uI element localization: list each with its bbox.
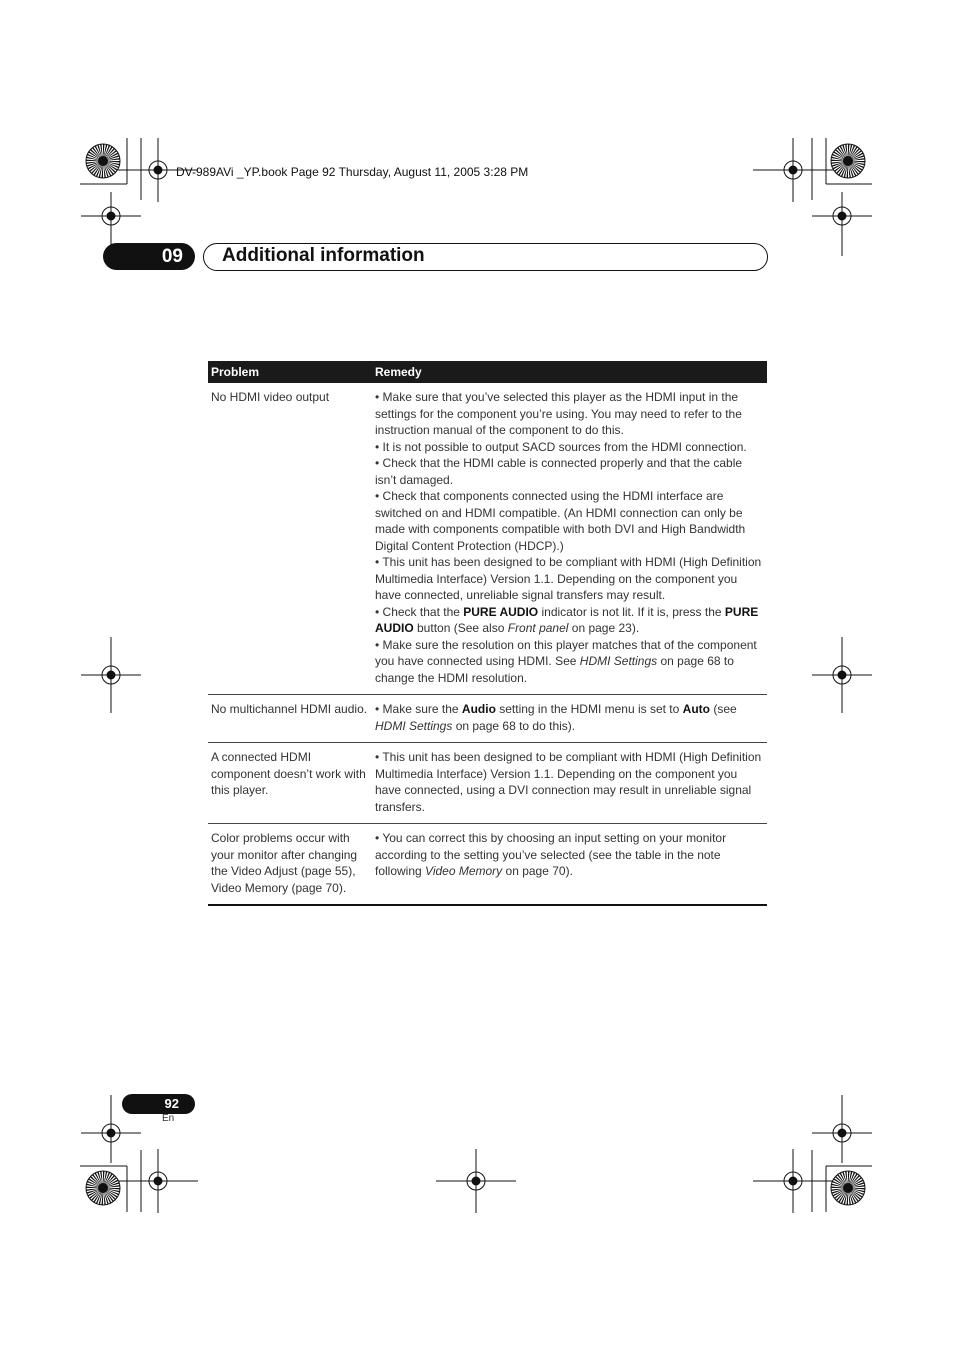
remedy-text: on page 68 to do this). [452, 718, 576, 733]
table-row [208, 743, 767, 824]
remedy-text: (see [709, 702, 737, 716]
chapter-number: 09 [103, 243, 195, 270]
remedy-text: setting in the HDMI menu is set to [495, 702, 683, 716]
remedy-text: • Make sure the [375, 702, 462, 716]
problem-cell: No multichannel HDMI audio. [208, 695, 372, 743]
page-language: En [162, 1113, 175, 1124]
bold-term: Auto [682, 702, 710, 716]
remedy-cell [372, 383, 767, 695]
remedy-text: • Make sure that you’ve selected this player as the HDMI input in the settings for the component you’re using. You may need to refer to the instruction manual of the component to do this. [375, 390, 742, 437]
remedy-text: • Check that the [375, 604, 464, 619]
remedy-text: • Check that components connected using the HDMI interface are switched on and HDMI compatible. (An HDMI connection can only be made with components compatible with both DVI and High Bandwidth Digital Content Protection (HDCP).) [375, 489, 746, 553]
remedy-cell [372, 743, 767, 824]
page-number: 92 [122, 1094, 195, 1114]
starburst-target-icon [86, 1171, 120, 1205]
bold-term: PURE AUDIO [463, 604, 539, 619]
page-title: Additional information [222, 245, 425, 266]
italic-reference: HDMI Settings [579, 654, 658, 668]
bold-term: PURE AUDIO [375, 604, 759, 635]
remedy-text: • This unit has been designed to be compliant with HDMI (High Definition Multimedia Interface) Version 1.1. Depending on the component you have connected, unreliable signal transfers may result. [375, 555, 762, 602]
troubleshooting-table [208, 361, 767, 906]
header-remedy: Remedy [372, 361, 767, 383]
starburst-target-icon [831, 1171, 865, 1205]
print-header: DV-989AVi _YP.book Page 92 Thursday, August 11, 2005 3:28 PM [176, 165, 529, 179]
remedy-text: button (See also [413, 621, 508, 635]
problem-cell: No HDMI video output [208, 383, 372, 695]
italic-reference: Front panel [507, 621, 569, 635]
italic-reference: HDMI Settings [375, 718, 453, 733]
starburst-target-icon [831, 144, 865, 178]
remedy-text: • Make sure the resolution on this player matches that of the component you have connected using HDMI. See [375, 637, 757, 668]
table-row [208, 695, 767, 743]
problem-cell: Color problems occur with your monitor after changing the Video Adjust (page 55), Video Memory (page 70). [208, 824, 372, 906]
remedy-text: • This unit has been designed to be compliant with HDMI (High Definition Multimedia Interface) Version 1.1. Depending on the component you have connected, using a DVI connection may result in unreliable signal transfers. [375, 750, 762, 814]
remedy-text: on page 70). [502, 864, 573, 878]
remedy-text: • It is not possible to output SACD sources from the HDMI connection. [375, 439, 747, 454]
starburst-target-icon [86, 144, 120, 178]
table-header-row [208, 361, 767, 383]
remedy-text: on page 68 to change the HDMI resolution. [375, 654, 734, 685]
remedy-cell [372, 824, 767, 906]
table-row [208, 824, 767, 906]
remedy-text: indicator is not lit. If it is, press the [538, 604, 725, 619]
italic-reference: Video Memory [425, 864, 503, 878]
remedy-cell [372, 695, 767, 743]
remedy-text: on page 23). [568, 621, 640, 635]
remedy-text: • Check that the HDMI cable is connected properly and that the cable isn’t damaged. [375, 456, 743, 487]
remedy-text: • You can correct this by choosing an input setting on your monitor according to the setting you’ve selected (see the table in the note following [375, 831, 727, 878]
problem-cell: A connected HDMI component doesn’t work with this player. [208, 743, 372, 824]
bold-term: Audio [461, 702, 496, 716]
header-problem: Problem [208, 361, 372, 383]
table-row [208, 383, 767, 695]
